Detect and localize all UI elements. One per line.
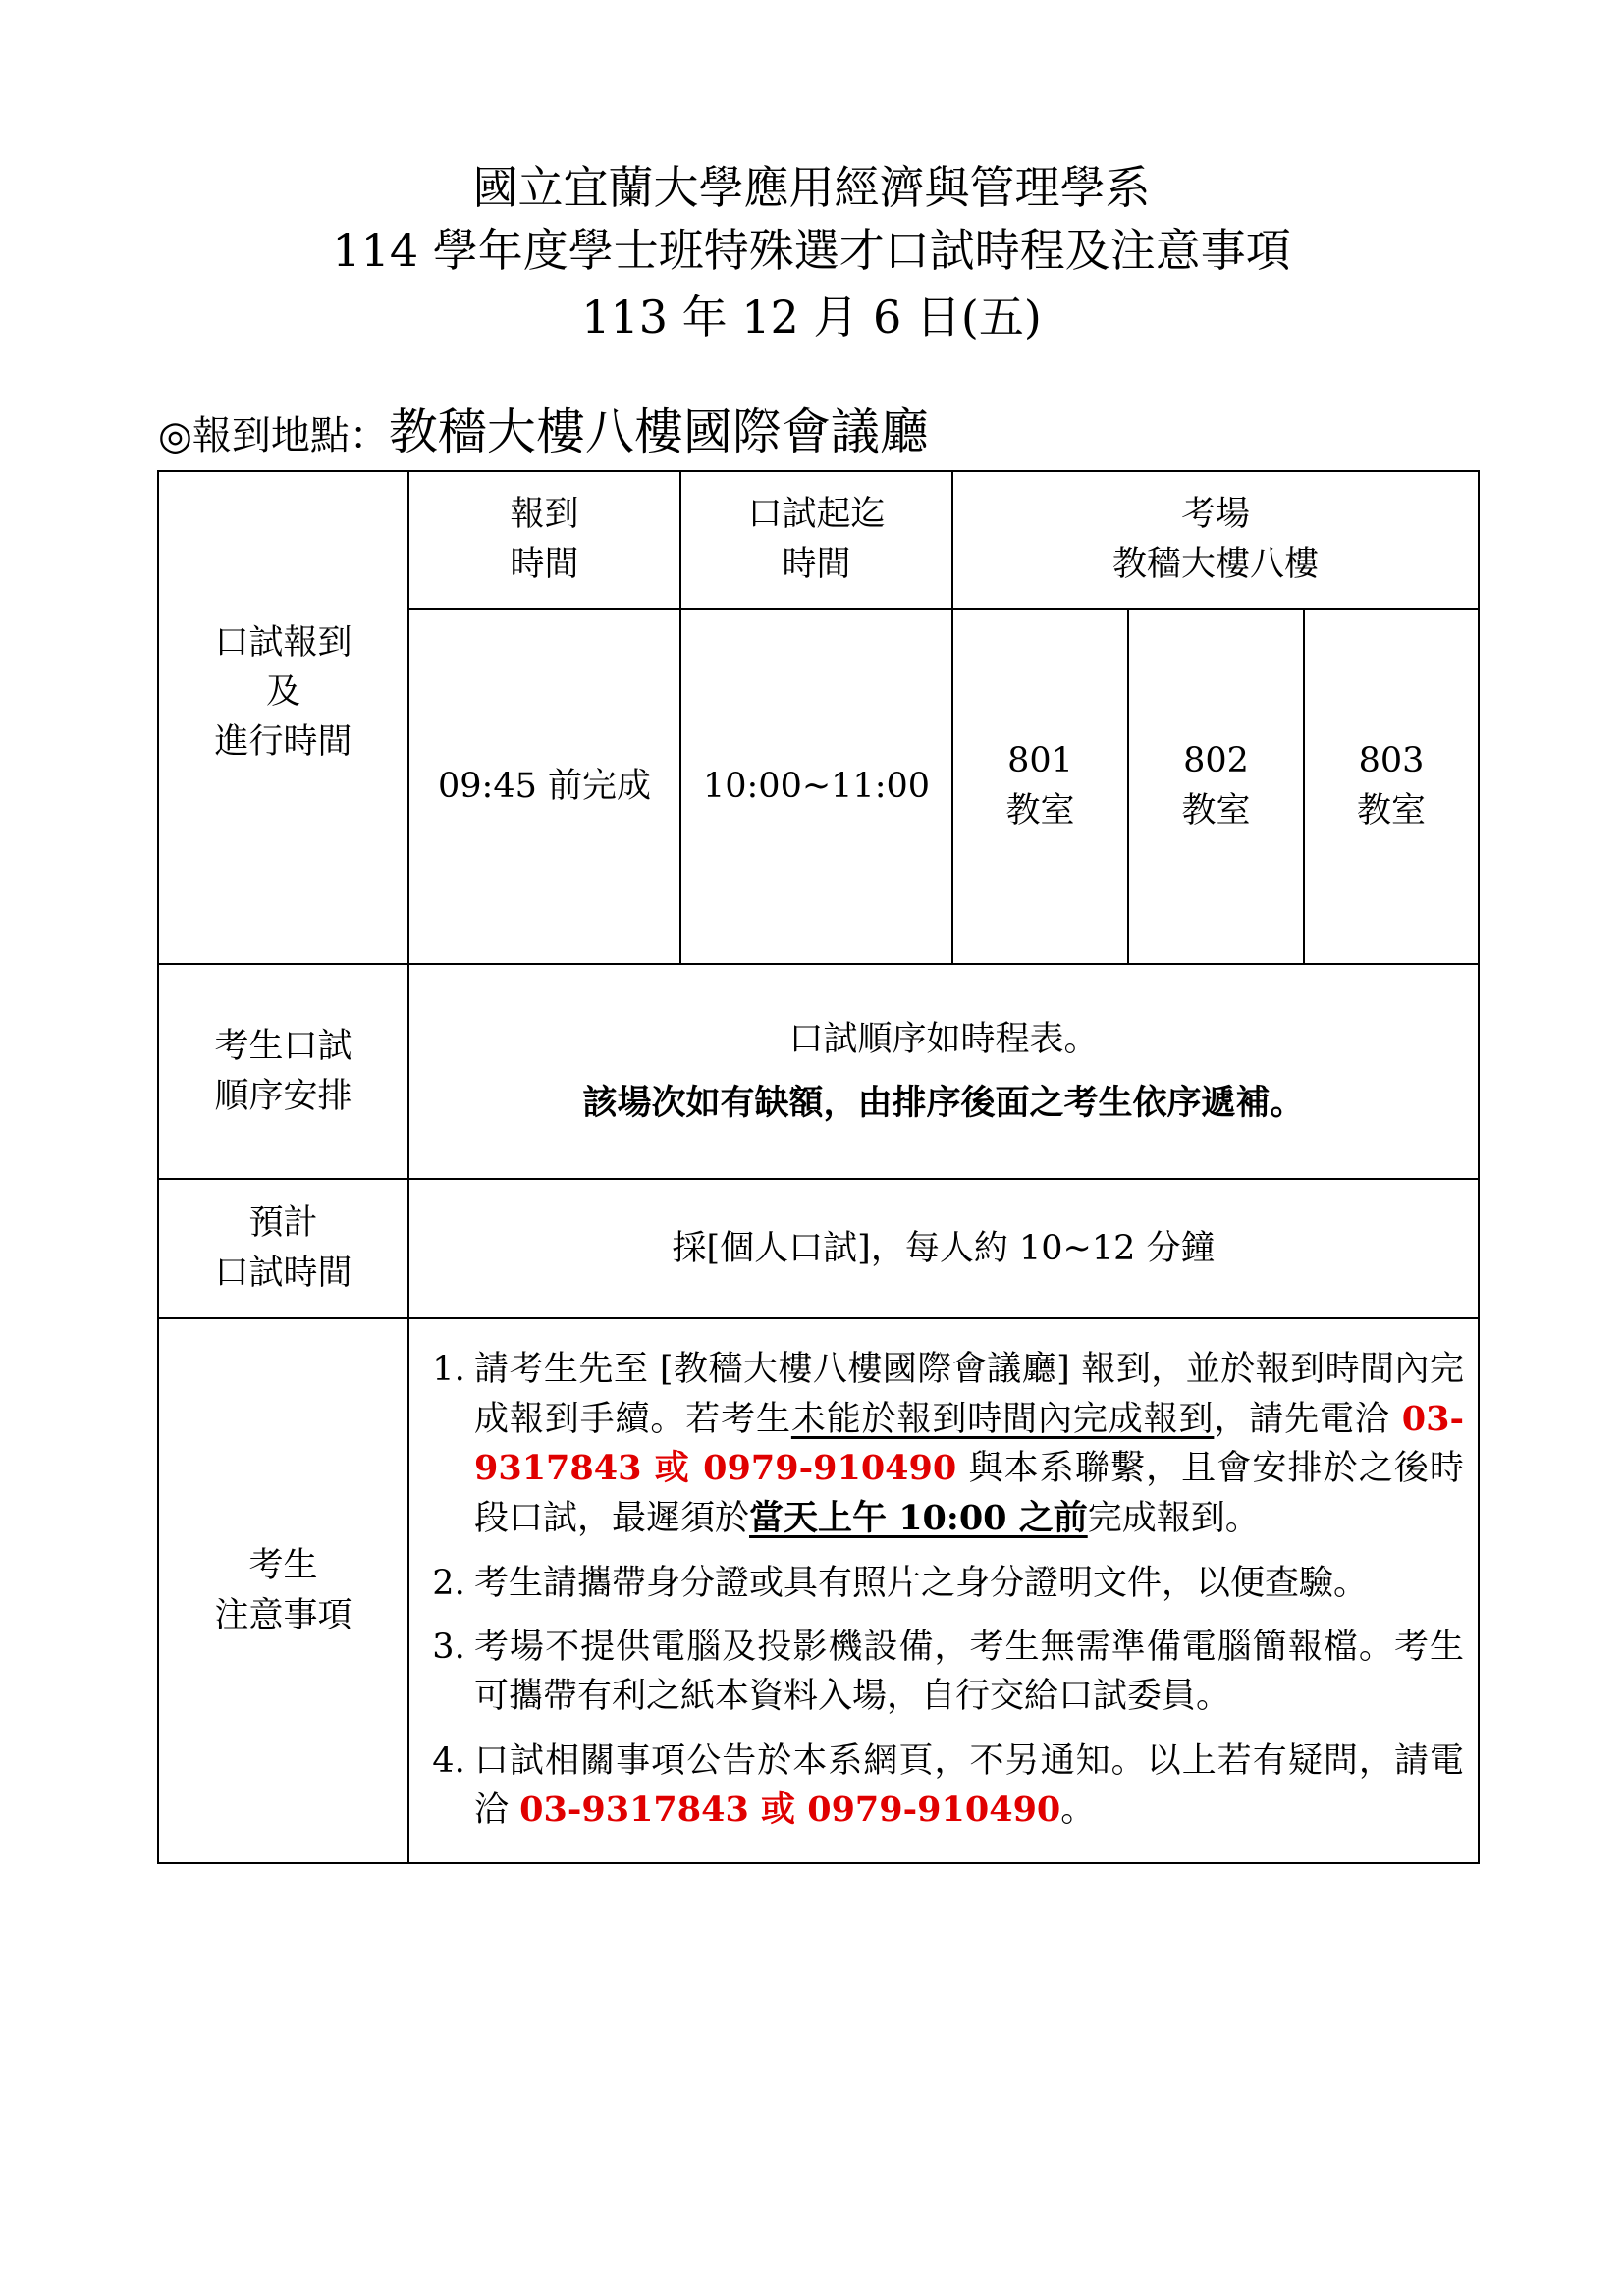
document-title-department: 國立宜蘭大學應用經濟與管理學系 [472, 161, 1151, 214]
notes-list [423, 1346, 1464, 1836]
document-title-event: 114 學年度學士班特殊選才口試時程及注意事項 [332, 224, 1291, 277]
row-label-estimated-duration: 預計 口試時間 [158, 1179, 408, 1318]
venue-value: 教穡大樓八樓國際會議廳 [388, 403, 929, 460]
room-801: 801 教室 [952, 609, 1128, 964]
venue-line [158, 403, 929, 460]
column-header-exam-room: 考場 教穡大樓八樓 [952, 471, 1479, 609]
list-item: 3. 考場不提供電腦及投影機設備，考生無需準備電腦簡報檔。考生可攜帶有利之紙本資料入場，自行交給口試委員。 [432, 1628, 1464, 1717]
row-label-notes: 考生 注意事項 [158, 1318, 408, 1863]
estimated-duration-text: 採[個人口試]，每人約 10~12 分鐘 [408, 1179, 1479, 1318]
late-checkin-underline: 未能於報到時間內完成報到 [790, 1399, 1215, 1439]
table-row [158, 471, 1479, 609]
exam-order-text [408, 964, 1479, 1179]
table-row [158, 964, 1479, 1179]
schedule-table [157, 470, 1480, 1864]
room-802: 802 教室 [1128, 609, 1304, 964]
vacancy-fill-note: 該場次如有缺額，由排序後面之考生依序遞補。 [582, 1082, 1305, 1123]
table-row [158, 1179, 1479, 1318]
list-item: 4. 口試相關事項公告於本系網頁，不另通知。以上若有疑問，請電洽 03-9317843 或 0979-910490。 [432, 1740, 1464, 1831]
contact-phone: 03-9317843 或 0979-910490 [474, 1398, 1464, 1489]
checkin-time-value: 09:45 前完成 [408, 609, 680, 964]
table-row [158, 1318, 1479, 1863]
venue-label: ◎報到地點： [158, 413, 389, 458]
exam-order-line: 口試順序如時程表。 [788, 1019, 1099, 1059]
row-label-checkin-and-exam-time: 口試報到 及 進行時間 [158, 471, 408, 964]
notes-content [408, 1318, 1479, 1863]
column-header-checkin-time: 報到 時間 [408, 471, 680, 609]
contact-phone: 03-9317843 或 0979-910490 [519, 1789, 1061, 1831]
room-803: 803 教室 [1304, 609, 1479, 964]
exam-time-value: 10:00~11:00 [680, 609, 952, 964]
list-item: 1. 請考生先至 [教穡大樓八樓國際會議廳] 報到，並於報到時間內完成報到手續。若考生未能於報到時間內完成報到，請先電洽 03-9317843 或 0979-910490 與本系聯繫，且會安排於之後時段口試，最遲須於當天上午 10:00 之前完成報到。 [432, 1349, 1464, 1538]
checkin-deadline: 當天上午 10:00 之前 [749, 1497, 1088, 1538]
document-title-date: 113 年 12 月 6 日(五) [581, 291, 1042, 344]
row-label-exam-order: 考生口試 順序安排 [158, 964, 408, 1179]
column-header-exam-time: 口試起迄 時間 [680, 471, 952, 609]
list-item: 2. 考生請攜帶身分證或具有照片之身分證明文件，以便查驗。 [432, 1563, 1369, 1603]
